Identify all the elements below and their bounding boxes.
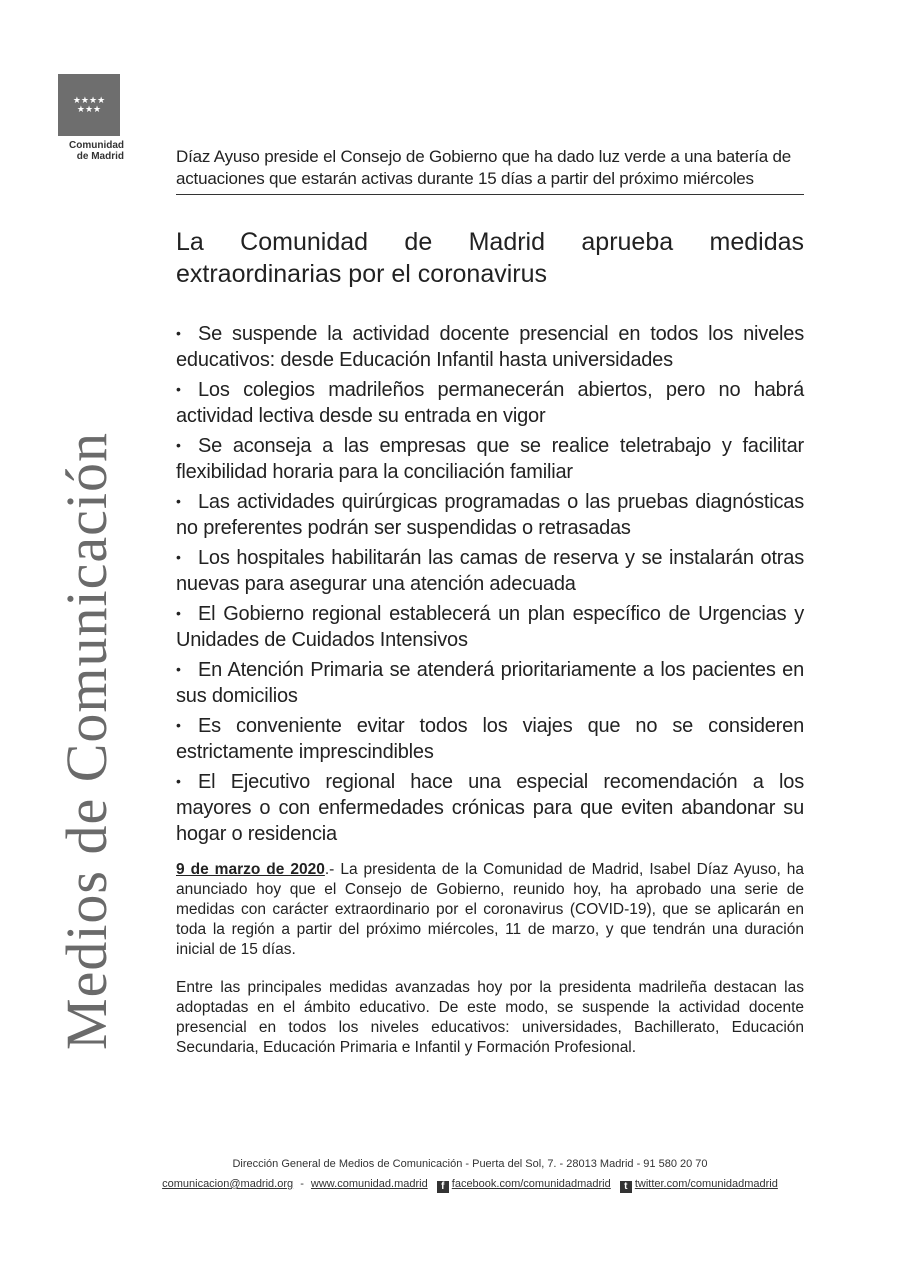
body-paragraph-1: 9 de marzo de 2020.- La presidenta de la Comunidad de Madrid, Isabel Díaz Ayuso, ha anunciado hoy que el Consejo de Gobierno, reunido hoy, ha aprobado una serie de medidas con carácter extraordinario por el coronavirus (COVID-19), que se aplicarán en toda la región a partir del próximo miércoles, 11 de marzo, y que tendrán una duración inicial de 15 días. [176,861,804,958]
bullet-icon: • [176,717,181,733]
facebook-icon: f [437,1181,449,1193]
bullet-icon: • [176,493,181,509]
website-link[interactable]: www.comunidad.madrid [310,1178,428,1190]
list-item: • El Ejecutivo regional hace una especial recomendación a los mayores o con enfermedades crónicas para que eviten abandonar su hogar o residencia [176,768,804,847]
bullet-icon: • [176,549,181,565]
facebook-link[interactable]: facebook.com/comunidadmadrid [451,1178,611,1190]
page-title: La Comunidad de Madrid aprueba medidas extraordinarias por el coronavirus [176,228,804,288]
list-item: • Se aconseja a las empresas que se realice teletrabajo y facilitar flexibilidad horaria para la conciliación familiar [176,432,804,485]
body-paragraph-2: Entre las principales medidas avanzadas hoy por la presidenta madrileña destacan las adoptadas en el ámbito educativo. De este modo, se suspende la actividad docente presencial en todos los niveles educativos: universidades, Bachillerato, Educación Secundaria, Educación Primaria e Infantil y Formación Profesional. [176,979,804,1056]
list-item: • El Gobierno regional establecerá un plan específico de Urgencias y Unidades de Cuidados Intensivos [176,600,804,653]
dateline-separator: .- [324,861,335,878]
measures-list [176,320,804,850]
list-item: • Es conveniente evitar todos los viajes que no se consideren estrictamente imprescindibles [176,712,804,765]
email-link[interactable]: comunicacion@madrid.org [162,1178,294,1190]
vertical-section-title: Medios de Comunicación [54,431,119,1050]
list-item: • Los colegios madrileños permanecerán abiertos, pero no habrá actividad lectiva desde su entrada en vigor [176,376,804,429]
subheadline: Díaz Ayuso preside el Consejo de Gobierno que ha dado luz verde a una batería de actuaciones que estarán activas durante 15 días a partir del próximo miércoles [176,146,804,195]
link-separator: - [300,1178,304,1190]
list-item: • Los hospitales habilitarán las camas de reserva y se instalarán otras nuevas para asegurar una atención adecuada [176,544,804,597]
bullet-icon: • [176,605,181,621]
bullet-icon: • [176,661,181,677]
dateline: 9 de marzo de 2020 [176,861,325,878]
comunidad-madrid-logo [58,74,120,136]
twitter-icon: t [620,1181,632,1193]
list-item: • Las actividades quirúrgicas programadas o las pruebas diagnósticas no preferentes podrán ser suspendidas o retrasadas [176,488,804,541]
org-name: Comunidad de Madrid [69,140,124,162]
bullet-icon: • [176,773,181,789]
stars-icon: ★★★★ ★★★ [72,95,106,114]
list-item: • Se suspende la actividad docente presencial en todos los niveles educativos: desde Educación Infantil hasta universidades [176,320,804,373]
bullet-icon: • [176,325,181,341]
footer-address: Dirección General de Medios de Comunicación - Puerta del Sol, 7. - 28013 Madrid - 91 580 20 70 [232,1158,708,1170]
list-item: • En Atención Primaria se atenderá prioritariamente a los pacientes en sus domicilios [176,656,804,709]
bullet-icon: • [176,437,181,453]
bullet-icon: • [176,381,181,397]
twitter-link[interactable]: twitter.com/comunidadmadrid [634,1178,778,1190]
footer-links [140,1178,800,1193]
